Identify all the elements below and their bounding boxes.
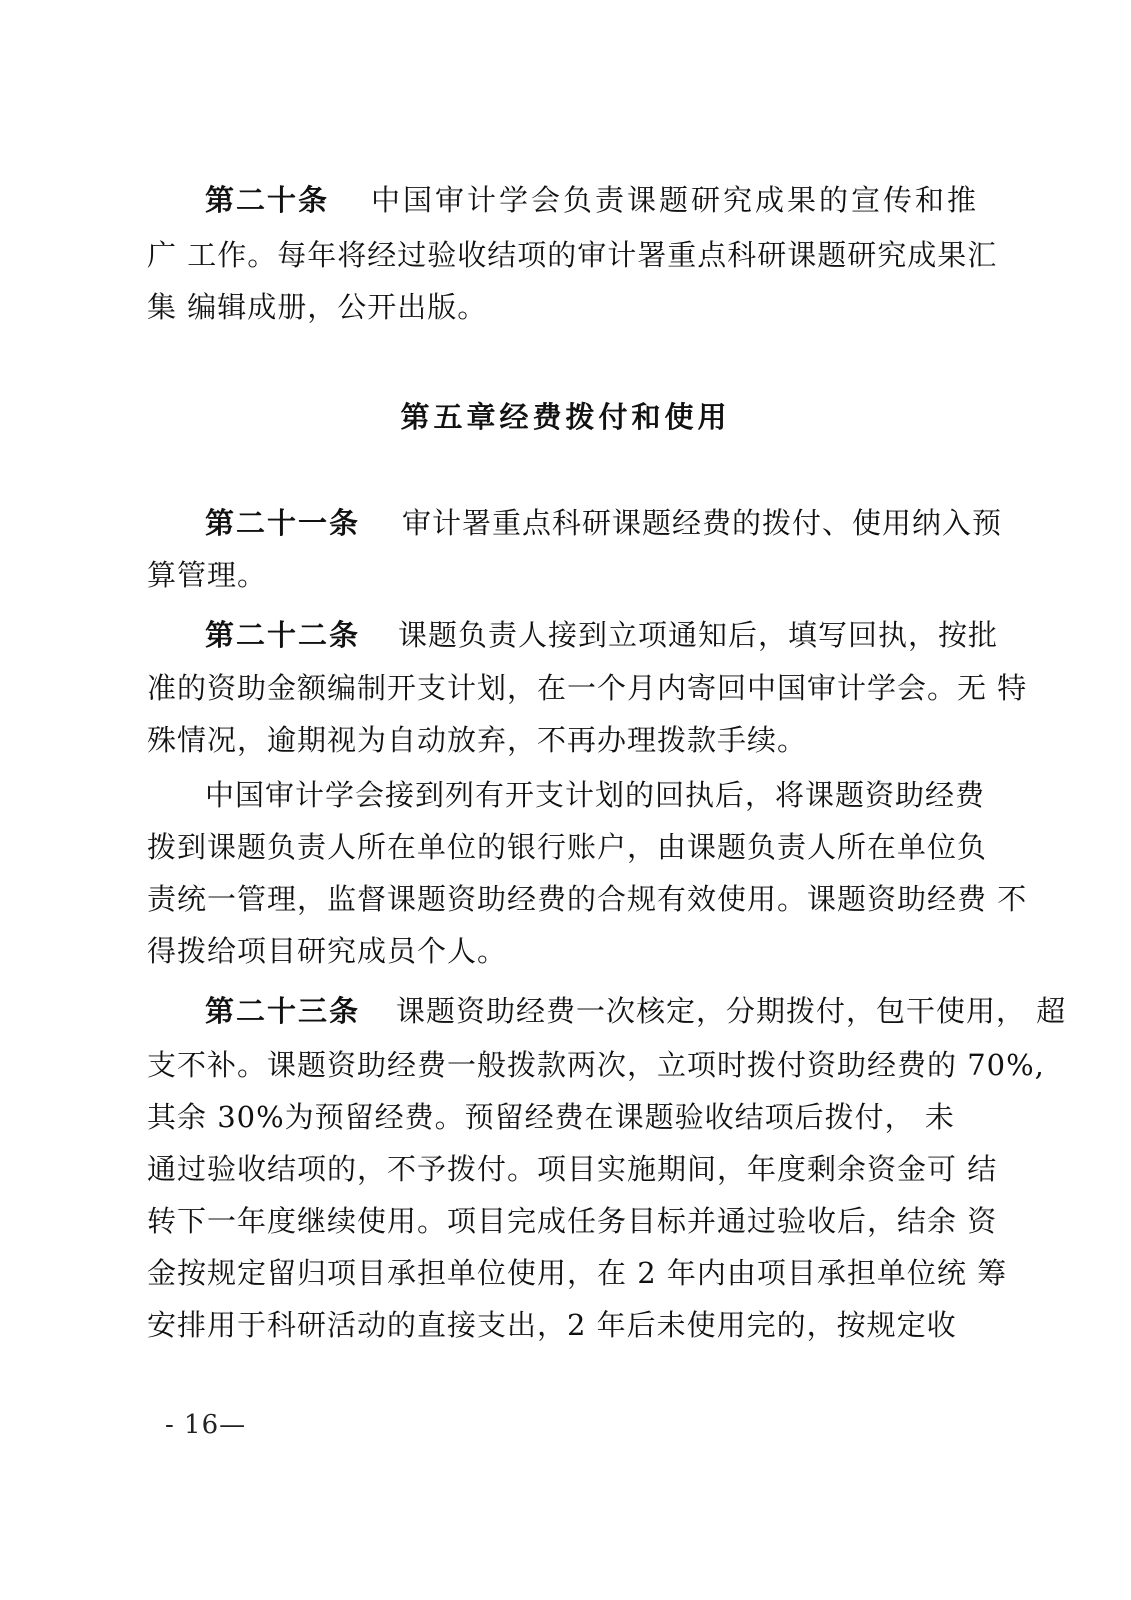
article-23-text-1: 课题资助经费一次核定，分期拨付，包干使用， 超 xyxy=(396,994,1067,1028)
funding-paragraph-line-1 xyxy=(147,777,987,813)
funding-paragraph-line-4: 得拨给项目研究成员个人。 xyxy=(147,934,508,968)
article-21-label: 第二十一条 xyxy=(205,506,361,540)
article-22-line-2: 准的资助金额编制开支计划，在一个月内寄回中国审计学会。无 特 xyxy=(147,671,1028,705)
article-20-line-2: 广 工作。每年将经过验收结项的审计署重点科研课题研究成果汇 xyxy=(147,238,998,272)
article-23-line-7: 安排用于科研活动的直接支出，2 年后未使用完的，按规定收 xyxy=(147,1308,957,1342)
article-20-line-3: 集 编辑成册，公开出版。 xyxy=(147,290,488,324)
article-23-line-1 xyxy=(147,993,1067,1029)
article-22-line-1 xyxy=(147,617,999,653)
article-21-text-1: 审计署重点科研课题经费的拨付、使用纳入预 xyxy=(402,506,1003,540)
funding-paragraph-text-1: 中国审计学会接到列有开支计划的回执后，将课题资助经费 xyxy=(205,778,986,812)
article-22-line-3: 殊情况，逾期视为自动放弃，不再办理拨款手续。 xyxy=(147,723,808,757)
article-21-line-2: 算管理。 xyxy=(147,558,268,592)
article-20-text-1: 中国审计学会负责课题研究成果的宣传和推 xyxy=(371,183,980,217)
article-22-label: 第二十二条 xyxy=(205,618,361,652)
article-23-label: 第二十三条 xyxy=(205,994,361,1028)
article-23-line-5: 转下一年度继续使用。项目完成任务目标并通过验收后，结余 资 xyxy=(147,1204,998,1238)
article-20-label: 第二十条 xyxy=(205,183,330,217)
article-23-line-4: 通过验收结项的，不予拨付。项目实施期间，年度剩余资金可 结 xyxy=(147,1152,998,1186)
article-23-line-3: 其余 30%为预留经费。预留经费在课题验收结项后拨付， 未 xyxy=(147,1100,955,1134)
article-23-line-2: 支不补。课题资助经费一般拨款两次，立项时拨付资助经费的 70%, xyxy=(147,1048,1045,1082)
article-21-line-1 xyxy=(147,505,1003,541)
article-23-line-6: 金按规定留归项目承担单位使用，在 2 年内由项目承担单位统 筹 xyxy=(147,1256,1008,1290)
funding-paragraph-line-3: 责统一管理，监督课题资助经费的合规有效使用。课题资助经费 不 xyxy=(147,882,1028,916)
article-20-line-1 xyxy=(147,182,987,218)
page-number: - 16— xyxy=(165,1410,247,1440)
funding-paragraph-line-2: 拨到课题负责人所在单位的银行账户，由课题负责人所在单位负 xyxy=(147,830,988,864)
article-22-text-1: 课题负责人接到立项通知后，填写回执，按批 xyxy=(398,618,999,652)
chapter-title: 第五章经费拨付和使用 xyxy=(400,400,731,434)
